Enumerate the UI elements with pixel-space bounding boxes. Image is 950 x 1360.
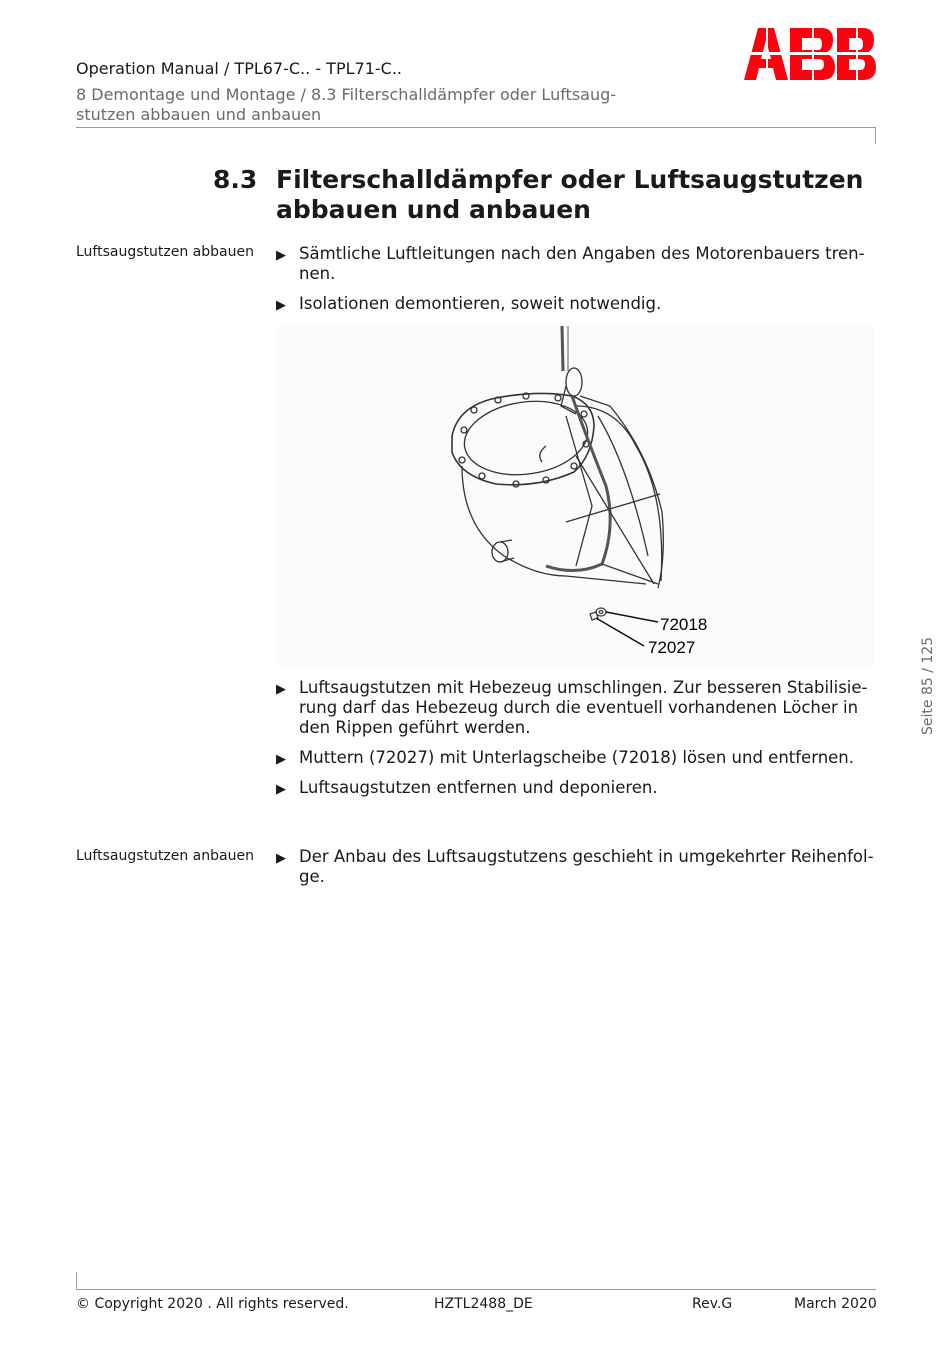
air-intake-drawing bbox=[276, 326, 874, 666]
section-title: Filterschalldämpfer oder Luftsaugstutzen abbauen und anbauen bbox=[276, 165, 864, 224]
section-number: 8.3 bbox=[213, 165, 258, 194]
bullet-arrow-icon: ▶ bbox=[276, 782, 286, 797]
bullet-arrow-icon: ▶ bbox=[276, 298, 286, 313]
bullet-arrow-icon: ▶ bbox=[276, 851, 286, 866]
figure-air-intake-lifting bbox=[276, 326, 874, 666]
header-divider bbox=[76, 127, 876, 128]
side-label-install: Luftsaugstutzen anbauen bbox=[76, 848, 254, 864]
callout-72027: 72027 bbox=[648, 638, 696, 657]
list-item-text: Sämtliche Luftleitungen nach den Angaben des Motorenbauers tren-nen. bbox=[299, 244, 865, 283]
list-item bbox=[276, 244, 876, 284]
document-title: Operation Manual / TPL67-C.. - TPL71-C.. bbox=[76, 59, 402, 78]
footer-divider bbox=[76, 1289, 876, 1290]
bullet-arrow-icon: ▶ bbox=[276, 248, 286, 263]
bullet-arrow-icon: ▶ bbox=[276, 682, 286, 697]
footer-revision: Rev.G bbox=[692, 1296, 733, 1312]
list-item-text: Der Anbau des Luftsaugstutzens geschieht in umgekehrter Reihenfol-ge. bbox=[299, 847, 874, 886]
footer-date: March 2020 bbox=[794, 1296, 877, 1312]
bullet-arrow-icon: ▶ bbox=[276, 752, 286, 767]
list-item bbox=[276, 294, 876, 316]
list-item bbox=[276, 678, 876, 738]
page-number: Seite 85 / 125 bbox=[920, 636, 936, 735]
callout-72018: 72018 bbox=[660, 615, 708, 634]
list-item-text: Luftsaugstutzen mit Hebezeug umschlingen. Zur besseren Stabilisie-rung darf das Hebezeug durch die eventuell vorhandenen Löcher in den Rippen geführt werden. bbox=[299, 678, 868, 737]
footer-doc-id: HZTL2488_DE bbox=[434, 1296, 533, 1312]
abb-logo bbox=[744, 28, 876, 80]
header-divider-tick bbox=[875, 127, 876, 144]
list-item bbox=[276, 778, 876, 800]
list-item bbox=[276, 748, 876, 770]
footer-divider-tick bbox=[76, 1272, 77, 1289]
list-item-text: Muttern (72027) mit Unterlagscheibe (72018) lösen und entfernen. bbox=[299, 748, 855, 767]
chapter-breadcrumb: 8 Demontage und Montage / 8.3 Filterschalldämpfer oder Luftsaug-stutzen abbauen und anbauen bbox=[76, 85, 617, 124]
list-item-text: Luftsaugstutzen entfernen und deponieren. bbox=[299, 778, 658, 797]
list-item-text: Isolationen demontieren, soweit notwendig. bbox=[299, 294, 662, 313]
list-item bbox=[276, 847, 876, 887]
footer-copyright: © Copyright 2020 . All rights reserved. bbox=[76, 1296, 349, 1312]
side-label-remove: Luftsaugstutzen abbauen bbox=[76, 244, 254, 260]
